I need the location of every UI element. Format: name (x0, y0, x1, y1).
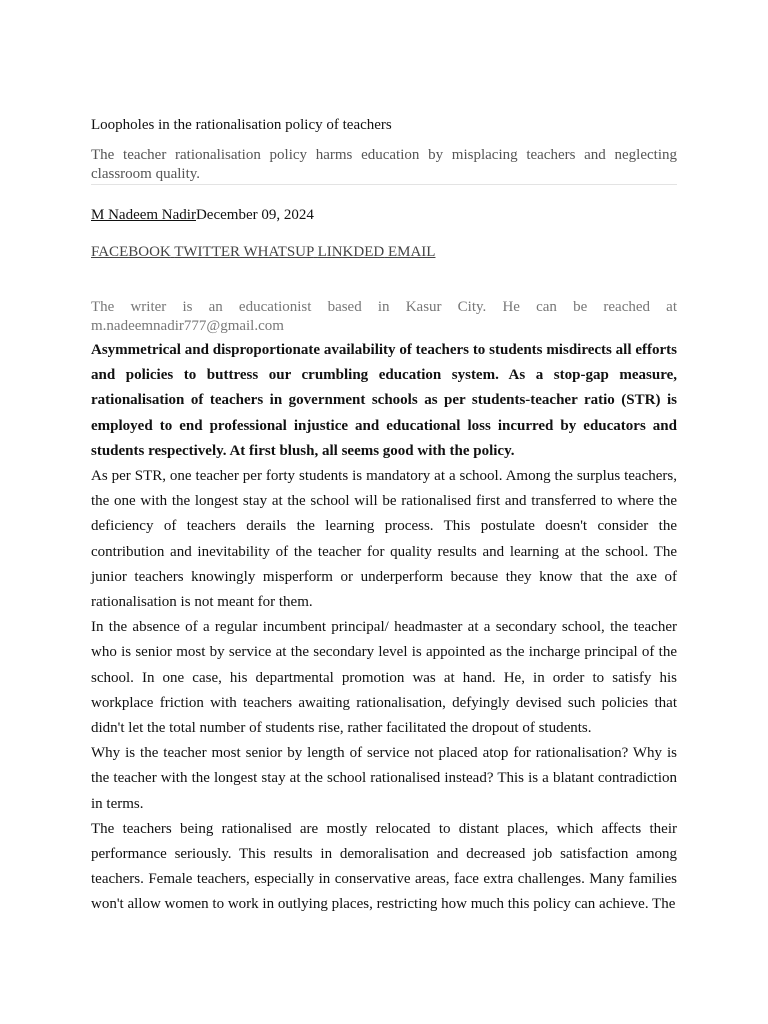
author-link[interactable]: M Nadeem Nadir (91, 207, 196, 223)
lead-paragraph: Asymmetrical and disproportionate availability of teachers to students misdirects all efforts and policies to buttress our crumbling education system. As a stop-gap measure, rationalisation of teachers in government schools as per students-teacher ratio (STR) is employed to end professional injustice and educational loss incurred by educators and students respectively. At first blush, all seems good with the policy. (91, 342, 677, 459)
writer-note: The writer is an educationist based in Kasur City. He can be reached at m.nadeemnadir777@gmail.com (91, 299, 677, 334)
article-subtitle: The teacher rationalisation policy harms education by misplacing teachers and neglecting classroom quality. (91, 147, 677, 182)
header-divider (91, 184, 677, 185)
share-whatsapp-link[interactable]: WHATSUP (243, 244, 314, 260)
article-body (91, 338, 677, 918)
share-bar (91, 243, 677, 261)
body-paragraph: Why is the teacher most senior by length of service not placed atop for rationalisation? Why is the teacher with the longest stay at the school rationalised instead? This is a blatant contradiction in terms. (91, 745, 677, 812)
share-facebook-link[interactable]: FACEBOOK (91, 244, 171, 260)
body-paragraph: As per STR, one teacher per forty students is mandatory at a school. Among the surplus teachers, the one with the longest stay at the school will be rationalised first and transferred to where the deficiency of teachers derails the learning process. This postulate doesn't consider the contribution and inevitability of the teacher for quality results and learning at the school. The junior teachers knowingly misperform or underperform because they know that the axe of rationalisation is not meant for them. (91, 468, 677, 611)
body-paragraph: The teachers being rationalised are mostly relocated to distant places, which affects their performance seriously. This results in demoralisation and decreased job satisfaction among teachers. Female teachers, especially in conservative areas, face extra challenges. Many families won't allow women to work in outlying places, restricting how much this policy can achieve. The (91, 820, 677, 913)
share-email-link[interactable]: EMAIL (387, 244, 436, 260)
body-paragraph: In the absence of a regular incumbent principal/ headmaster at a secondary school, the teacher who is senior most by service at the secondary level is appointed as the incharge principal of the school. In one case, his departmental promotion was at hand. He, in order to satisfy his workplace friction with teachers awaiting rationalisation, defyingly devised such policies that didn't let the total number of students rise, rather facilitated the dropout of students. (91, 619, 677, 737)
article-title: Loopholes in the rationalisation policy of teachers (91, 117, 392, 133)
share-linkedin-link[interactable]: LINKDED (317, 244, 385, 260)
share-twitter-link[interactable]: TWITTER (174, 244, 241, 260)
publish-date: December 09, 2024 (195, 207, 314, 223)
byline (91, 206, 677, 224)
